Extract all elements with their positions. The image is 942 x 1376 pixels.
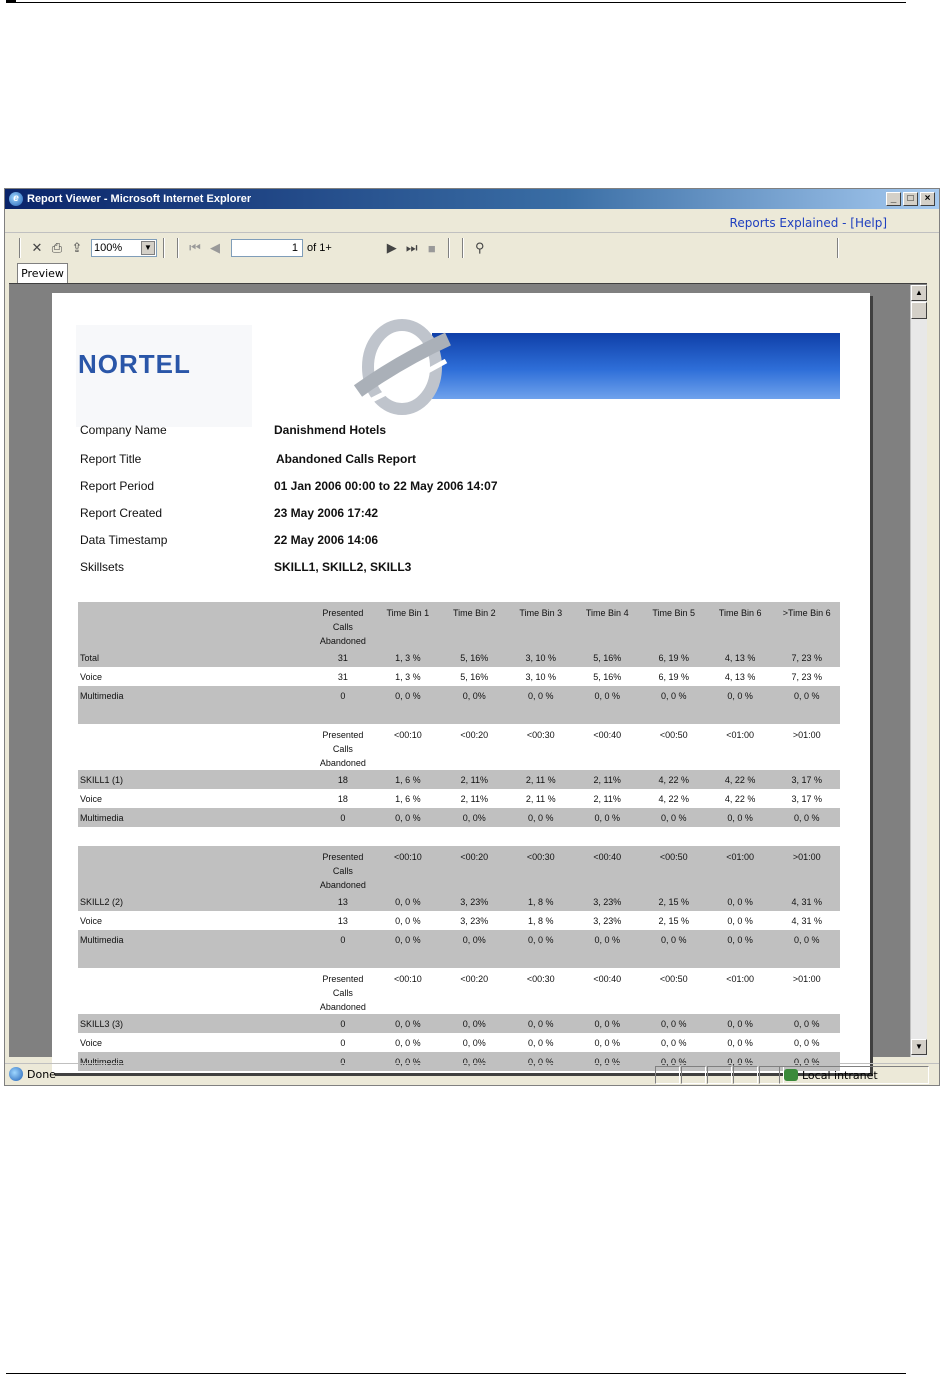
table-cell: 0, 0 %	[793, 1037, 820, 1048]
report-viewer-window	[4, 188, 940, 1086]
table-cell: 0, 0 %	[574, 808, 640, 827]
abandoned-calls-table	[78, 602, 840, 1071]
table-cell: 2, 15 %	[640, 892, 706, 911]
table-cell: SKILL1 (1)	[78, 770, 311, 789]
table-cell: 4, 31 %	[773, 892, 840, 911]
table-cell: 0, 0 %	[508, 808, 574, 827]
table-cell: 2, 11 %	[525, 793, 556, 804]
table-cell: 0	[311, 1052, 374, 1071]
last-page-icon[interactable]: ⏭	[405, 240, 418, 255]
table-cell: 4, 22 %	[640, 770, 706, 789]
maximize-button[interactable]: □	[903, 192, 918, 206]
table-cell: 0, 0 %	[707, 892, 773, 911]
status-panel	[733, 1066, 758, 1084]
table-row	[78, 892, 840, 911]
vertical-scrollbar[interactable]	[910, 285, 927, 1057]
spacer-row	[78, 949, 840, 968]
table-row	[78, 1014, 840, 1033]
table-cell: Voice	[80, 915, 103, 926]
page-count-label: of 1+	[307, 242, 332, 254]
table-cell: 0, 0%	[462, 1037, 486, 1048]
table-header-row	[78, 602, 840, 648]
print-icon[interactable]: ⎙	[51, 240, 63, 255]
spacer-cell	[78, 949, 840, 968]
table-row	[78, 789, 840, 808]
zoom-value: 100%	[94, 242, 123, 254]
table-header-cell: <00:10	[393, 974, 422, 984]
table-cell: 0, 0 %	[395, 1037, 421, 1048]
table-cell: 0, 0 %	[375, 892, 441, 911]
table-cell: 18	[337, 793, 348, 804]
table-header-cell: <00:40	[574, 846, 640, 892]
table-cell: 18	[311, 770, 374, 789]
table-header-cell: <01:00	[726, 730, 755, 740]
table-cell: 0, 0 %	[640, 808, 706, 827]
table-header-cell: <00:20	[460, 730, 489, 740]
table-cell: 6, 19 %	[658, 671, 689, 682]
status-panel	[681, 1066, 706, 1084]
table-cell: 0, 0 %	[707, 808, 773, 827]
table-cell: 0, 0 %	[508, 1052, 574, 1071]
toolbar-separator	[163, 238, 165, 258]
table-cell: 0	[340, 1037, 346, 1048]
next-page-icon[interactable]: ▶	[386, 240, 397, 255]
close-button[interactable]: ×	[920, 192, 935, 206]
spacer-row	[78, 827, 840, 846]
table-header-cell: >Time Bin 6	[773, 602, 840, 648]
table-cell: 0, 0%	[441, 1052, 507, 1071]
data-timestamp-value: 22 May 2006 14:06	[274, 533, 379, 547]
table-cell: Voice	[80, 793, 103, 804]
data-timestamp-label: Data Timestamp	[80, 533, 168, 547]
table-cell: Voice	[80, 671, 103, 682]
table-cell: 3, 23%	[574, 892, 640, 911]
table-cell: 0, 0 %	[727, 1037, 753, 1048]
table-header-cell: <01:00	[726, 974, 755, 984]
table-cell: 4, 22 %	[658, 793, 689, 804]
toolbar-separator	[19, 238, 21, 258]
table-header-cell	[78, 724, 311, 770]
table-header-row	[78, 968, 840, 1014]
search-binoculars-icon[interactable]: ⚲	[475, 240, 485, 255]
table-cell: 5, 16%	[441, 648, 507, 667]
table-header-cell	[78, 846, 311, 892]
scroll-thumb[interactable]	[911, 302, 927, 319]
table-header-cell: Presented Calls Abandoned	[311, 602, 374, 648]
table-cell: 0, 0 %	[574, 930, 640, 949]
title-bar[interactable]	[5, 189, 939, 209]
table-cell: 4, 13 %	[724, 671, 756, 682]
table-cell: 0	[311, 808, 374, 827]
table-cell: 0, 0 %	[773, 1014, 840, 1033]
table-header-cell: <01:00	[707, 846, 773, 892]
table-header-cell: <00:10	[375, 846, 441, 892]
spacer-row	[78, 705, 840, 724]
table-cell: 1, 3 %	[395, 671, 421, 682]
stop-icon[interactable]: ■	[427, 240, 436, 256]
status-panels	[655, 1066, 785, 1084]
table-cell: 0, 0 %	[574, 686, 640, 705]
table-header-cell: <00:40	[593, 974, 622, 984]
table-cell: 1, 6 %	[395, 793, 421, 804]
toolbar-separator	[448, 238, 450, 258]
table-header-cell: <00:20	[460, 974, 489, 984]
table-cell: 13	[337, 915, 348, 926]
table-cell: 0, 0 %	[640, 930, 706, 949]
table-row	[78, 808, 840, 827]
table-header-cell: >01:00	[792, 974, 821, 984]
table-cell: 0, 0 %	[773, 686, 840, 705]
table-cell: 0, 0 %	[707, 686, 773, 705]
security-zone	[779, 1066, 929, 1084]
document-top-rule	[6, 2, 906, 3]
table-header-cell: Time Bin 2	[441, 602, 507, 648]
table-cell: SKILL3 (3)	[78, 1014, 311, 1033]
table-header-cell: Time Bin 1	[375, 602, 441, 648]
zone-label: Local intranet	[802, 1068, 878, 1082]
table-cell: 2, 11%	[574, 770, 640, 789]
table-header-cell	[78, 968, 311, 1014]
table-cell: 0, 0 %	[375, 930, 441, 949]
table-header-cell: <00:40	[593, 730, 622, 740]
first-page-icon[interactable]: ⏮	[189, 240, 201, 255]
window-title: Report Viewer - Microsoft Internet Explorer	[27, 193, 252, 205]
table-row	[78, 667, 840, 686]
table-cell: 5, 16%	[460, 671, 489, 682]
table-cell: 0, 0 %	[773, 930, 840, 949]
company-name-value: Danishmend Hotels	[274, 423, 387, 437]
table-cell: 1, 3 %	[375, 648, 441, 667]
close-report-icon[interactable]: ✕	[31, 240, 43, 255]
table-header-cell: <00:10	[393, 730, 422, 740]
table-cell: 0, 0 %	[574, 1014, 640, 1033]
export-icon[interactable]: ⇪	[71, 240, 83, 255]
status-text: Done	[27, 1068, 56, 1081]
table-cell: 2, 11%	[441, 770, 507, 789]
table-cell: 13	[311, 892, 374, 911]
table-header-cell: <00:30	[508, 846, 574, 892]
table-cell: 5, 16%	[574, 648, 640, 667]
window-controls	[886, 192, 935, 206]
spacer-cell	[78, 705, 840, 724]
table-cell: 4, 13 %	[707, 648, 773, 667]
toolbar-separator	[837, 238, 839, 258]
scroll-up-icon[interactable]: ▲	[911, 285, 927, 301]
table-cell: 0, 0 %	[528, 1037, 554, 1048]
table-cell: 0, 0%	[441, 686, 507, 705]
globe-logo-graphic	[350, 321, 450, 413]
table-cell: 0, 0 %	[375, 686, 441, 705]
table-cell: SKILL2 (2)	[78, 892, 311, 911]
table-cell: 4, 22 %	[707, 770, 773, 789]
toolbar-separator	[462, 238, 464, 258]
table-cell: Multimedia	[78, 808, 311, 827]
table-header-cell: Time Bin 3	[508, 602, 574, 648]
spacer-cell	[78, 827, 840, 846]
table-header-cell: Time Bin 4	[574, 602, 640, 648]
table-cell: 0, 0 %	[375, 1052, 441, 1071]
header-banner	[432, 333, 840, 399]
table-row	[78, 1033, 840, 1052]
table-header-cell: Presented Calls Abandoned	[319, 730, 366, 768]
table-cell: 0, 0%	[441, 808, 507, 827]
table-cell: Voice	[80, 1037, 103, 1048]
table-cell: 31	[311, 648, 374, 667]
table-cell: 0, 0 %	[707, 1052, 773, 1071]
table-header-row	[78, 846, 840, 892]
toolbar-separator	[177, 238, 179, 258]
zoom-select[interactable]	[91, 239, 157, 257]
report-created-value: 23 May 2006 17:42	[274, 506, 379, 520]
table-row	[78, 930, 840, 949]
table-cell: 5, 16%	[593, 671, 622, 682]
report-viewer-pane	[9, 283, 927, 1067]
table-cell: 1, 8 %	[528, 915, 554, 926]
table-cell: 2, 15 %	[658, 915, 689, 926]
table-header-cell: <00:20	[441, 846, 507, 892]
intranet-icon	[784, 1069, 798, 1081]
table-header-cell: Time Bin 6	[707, 602, 773, 648]
table-cell: 0, 0 %	[707, 1014, 773, 1033]
document-bottom-rule	[6, 1373, 906, 1374]
status-panel	[707, 1066, 732, 1084]
table-cell: Multimedia	[78, 930, 311, 949]
table-header-cell: Presented Calls Abandoned	[311, 846, 374, 892]
table-cell: 7, 23 %	[791, 671, 822, 682]
skillsets-value: SKILL1, SKILL2, SKILL3	[274, 560, 412, 574]
tab-preview[interactable]: Preview	[17, 263, 68, 283]
table-header-cell: Time Bin 5	[640, 602, 706, 648]
table-cell: 0, 0 %	[660, 1037, 687, 1048]
table-cell: 3, 10 %	[508, 648, 574, 667]
table-cell: 6, 19 %	[640, 648, 706, 667]
table-cell: 0, 0 %	[375, 808, 441, 827]
table-cell: 0, 0 %	[707, 930, 773, 949]
table-cell: 3, 17 %	[773, 770, 840, 789]
table-header-row	[78, 724, 840, 770]
table-cell: 3, 23%	[460, 915, 489, 926]
table-cell: 0, 0 %	[727, 915, 753, 926]
table-cell: 2, 11%	[593, 793, 621, 804]
skillsets-label: Skillsets	[80, 560, 125, 574]
page-number-input[interactable]: 1	[231, 239, 303, 257]
table-cell: 0, 0 %	[640, 686, 706, 705]
table-cell: 1, 6 %	[375, 770, 441, 789]
minimize-button[interactable]: _	[886, 192, 901, 206]
report-title-label: Report Title	[80, 452, 142, 466]
help-bar	[5, 211, 939, 233]
table-header-cell: <00:50	[659, 974, 688, 984]
table-header-cell: >01:00	[773, 846, 840, 892]
table-cell: 0, 0 %	[773, 808, 840, 827]
table-cell: 4, 22 %	[724, 793, 756, 804]
table-cell: 0, 0 %	[375, 1014, 441, 1033]
table-cell: 0, 0 %	[395, 915, 421, 926]
status-panel	[655, 1066, 680, 1084]
report-toolbar	[5, 235, 939, 261]
table-cell: 0, 0%	[441, 930, 507, 949]
table-cell: 3, 10 %	[525, 671, 557, 682]
table-header-cell: >01:00	[792, 730, 821, 740]
table-cell: 0, 0%	[441, 1014, 507, 1033]
chevron-down-icon[interactable]: ▼	[141, 241, 155, 255]
report-period-label: Report Period	[80, 479, 155, 493]
table-cell: 0	[311, 1014, 374, 1033]
table-row	[78, 648, 840, 667]
previous-page-icon[interactable]: ◀	[210, 240, 220, 255]
table-cell: 0, 0 %	[508, 686, 574, 705]
table-cell: 0	[311, 930, 374, 949]
table-row	[78, 686, 840, 705]
table-cell: 0, 0 %	[773, 1052, 840, 1071]
table-header-cell: <00:30	[526, 974, 555, 984]
table-cell: 0, 0 %	[508, 930, 574, 949]
table-cell: 2, 11%	[460, 793, 488, 804]
table-cell: 3, 23%	[593, 915, 622, 926]
table-cell: 4, 31 %	[791, 915, 822, 926]
table-header-cell: Presented Calls Abandoned	[319, 974, 366, 1012]
report-period-value: 01 Jan 2006 00:00 to 22 May 2006 14:07	[274, 479, 498, 493]
reports-explained-help-link[interactable]: Reports Explained - [Help]	[729, 216, 887, 230]
table-header-cell	[78, 602, 311, 648]
scroll-down-icon[interactable]: ▼	[911, 1039, 927, 1055]
company-name-label: Company Name	[80, 423, 167, 437]
table-cell: 3, 23%	[441, 892, 507, 911]
table-row	[78, 911, 840, 930]
page-icon	[9, 1067, 23, 1081]
table-cell: 0, 0 %	[508, 1014, 574, 1033]
table-header-cell: <00:50	[640, 846, 706, 892]
table-cell: Multimedia	[78, 686, 311, 705]
report-page	[52, 293, 870, 1073]
nortel-logo: NORTEL	[78, 349, 191, 379]
table-header-cell: <00:30	[526, 730, 555, 740]
table-cell: 0	[311, 686, 374, 705]
table-cell: 7, 23 %	[773, 648, 840, 667]
table-cell: Multimedia	[78, 1052, 311, 1071]
table-cell: 31	[337, 671, 348, 682]
table-row	[78, 770, 840, 789]
table-cell: 0, 0 %	[640, 1052, 706, 1071]
table-cell: 2, 11 %	[508, 770, 574, 789]
table-cell: Total	[78, 648, 311, 667]
report-created-label: Report Created	[80, 506, 163, 520]
table-cell: 0, 0 %	[640, 1014, 706, 1033]
table-cell: 3, 17 %	[791, 793, 822, 804]
ie-icon: e	[9, 192, 23, 206]
report-title-value: Abandoned Calls Report	[276, 452, 417, 466]
status-bar	[5, 1063, 939, 1085]
table-cell: 1, 8 %	[508, 892, 574, 911]
table-header-cell: <00:50	[659, 730, 688, 740]
table-cell: 0, 0 %	[594, 1037, 620, 1048]
table-cell: 0, 0 %	[574, 1052, 640, 1071]
